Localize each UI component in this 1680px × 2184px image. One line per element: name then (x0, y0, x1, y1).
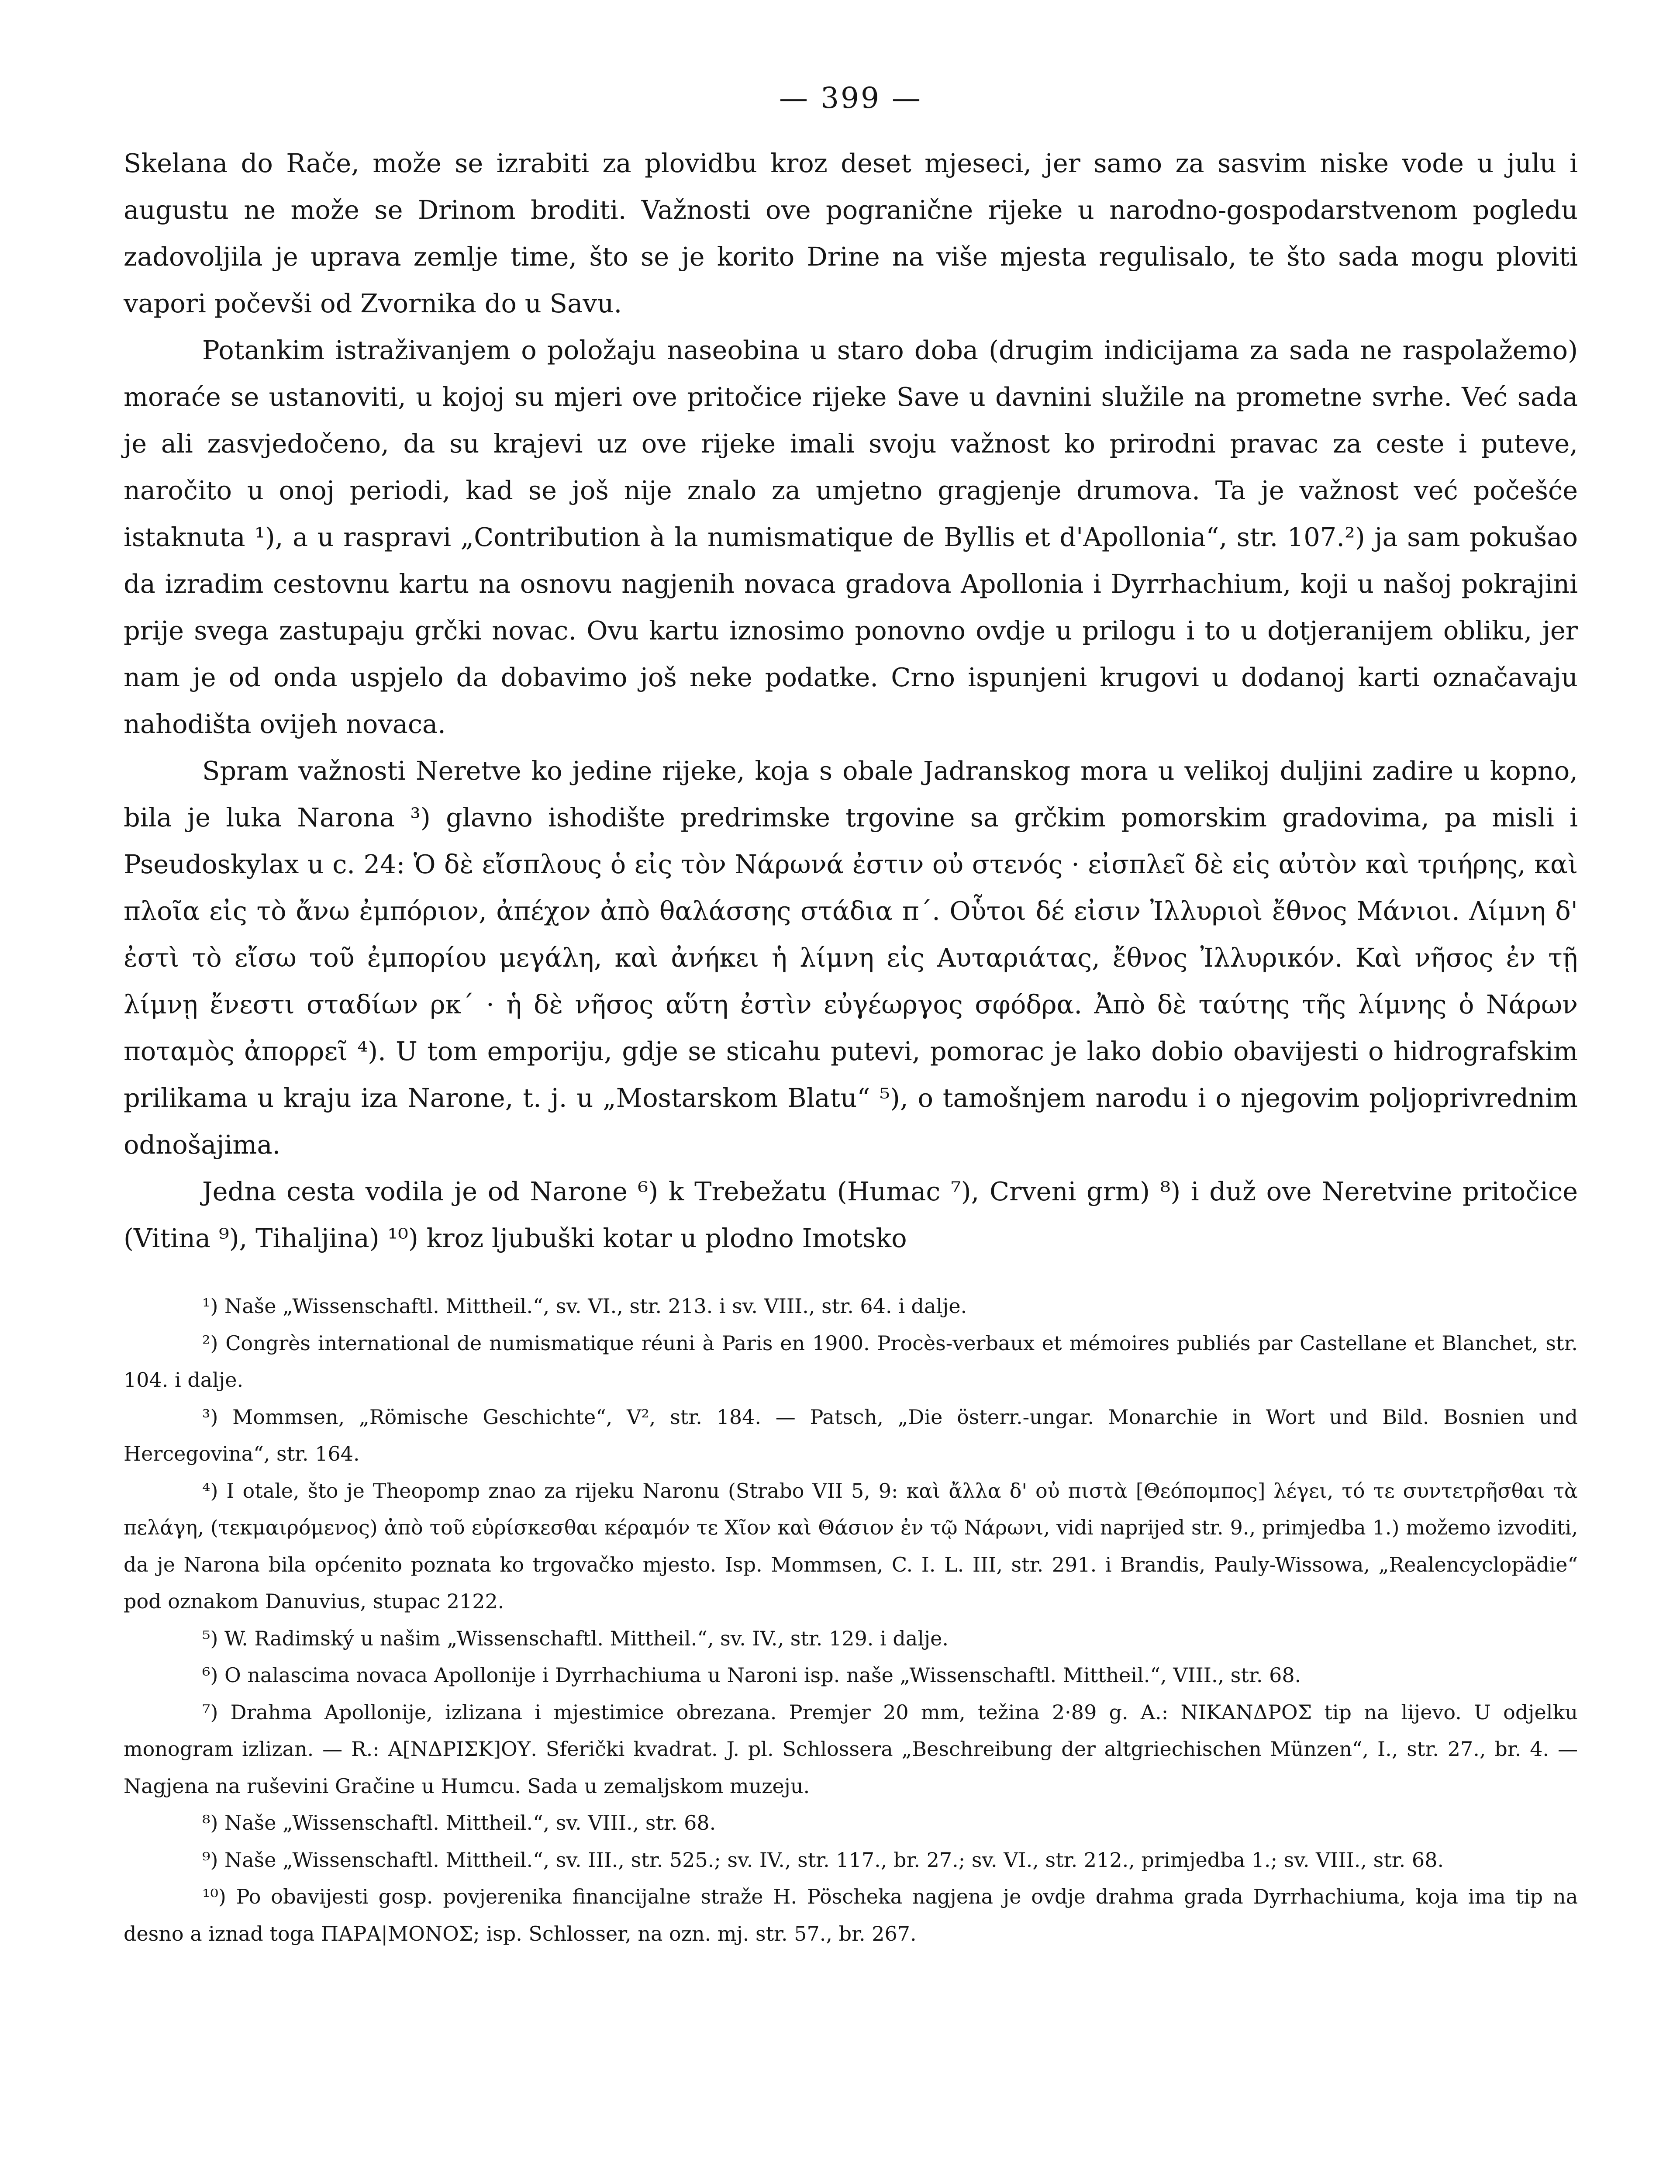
footnote-1: ¹) Naše „Wissenschaftl. Mittheil.“, sv. VI., str. 213. i sv. VIII., str. 64. i dalje. (202, 1294, 967, 1318)
paragraph-3: Spram važnosti Neretve ko jedine rijeke, koja s obale Jadranskog mora u velikoj duljini zadire u kopno, bila je luka Narona ³) glavno ishodište predrimske trgovine sa grčkim pomorskim gradovima, pa misli i Pseudoskylax u c. 24: Ὁ δὲ εἴσπλους ὁ εἰς τὸν Νάρωνά ἐστιν οὐ στενός · εἰσπλεῖ δὲ εἰς αὐτὸν καὶ τριήρης, καὶ πλοῖα εἰς τὸ ἄνω ἐμπόριον, ἀπέχον ἀπὸ θαλάσσης στάδια π΄. Οὗτοι δέ εἰσιν Ἰλλυριοὶ ἔθνος Μάνιοι. Λίμνη δ' ἐστὶ τὸ εἴσω τοῦ ἐμπορίου μεγάλη, καὶ ἀνήκει ἡ λίμνη εἰς Αυταριάτας, ἔθνος Ἰλλυρικόν. Καὶ νῆσος ἐν τῇ λίμνῃ ἔνεστι σταδίων ρκ΄ · ἡ δὲ νῆσος αὕτη ἐστὶν εὐγέωργος σφόδρα. Ἀπὸ δὲ ταύτης τῆς λίμνης ὁ Νάρων ποταμὸς ἀπορρεῖ ⁴). U tom emporiju, gdje se sticahu putevi, pomorac je lako dobio obavijesti o hidrografskim prilikama u kraju iza Narone, t. j. u „Mostarskom Blatu“ ⁵), o tamošnjem narodu i o njegovim poljoprivrednim odnošajima. (124, 756, 1578, 1160)
page-number: — 399 — (779, 81, 922, 115)
footnote-3: ³) Mommsen, „Römische Geschichte“, V², str. 184. — Patsch, „Die österr.-ungar. Monarchie in Wort und Bild. Bosnien und Hercegovina“, str. 164. (124, 1405, 1578, 1465)
document-page (124, 79, 1578, 1952)
footnote-10: ¹⁰) Po obavijesti gosp. povjerenika financijalne straže H. Pöscheka nagjena je ovdje drahma grada Dyrrhachiuma, koja ima tip na desno a iznad toga ΠΑΡΑ|ΜΟΝΟΣ; isp. Schlosser, na ozn. mj. str. 57., br. 267. (124, 1885, 1578, 1946)
body-text (124, 140, 1578, 1261)
paragraph-4: Jedna cesta vodila je od Narone ⁶) k Trebežatu (Humac ⁷), Crveni grm) ⁸) i duž ove Neretvine pritočice (Vitina ⁹), Tihaljina) ¹⁰) kroz ljubuški kotar u plodno Imotsko (124, 1176, 1578, 1253)
footnote-6: ⁶) O nalascima novaca Apollonije i Dyrrhachiuma u Naroni isp. naše „Wissenschaftl. Mittheil.“, VIII., str. 68. (202, 1663, 1301, 1687)
footnote-7: ⁷) Drahma Apollonije, izlizana i mjestimice obrezana. Premjer 20 mm, težina 2·89 g. A.: ΝΙΚΑΝΔΡΟΣ tip na lijevo. U odjelku monogram izlizan. — R.: Α[ΝΔΡΙΣΚ]ΟΥ. Sferički kvadrat. J. pl. Schlossera „Beschreibung der altgriechischen Münzen“, I., str. 27., br. 4. — Nagjena na ruševini Gračine u Humcu. Sada u zemaljskom muzeju. (124, 1700, 1578, 1798)
footnote-9: ⁹) Naše „Wissenschaftl. Mittheil.“, sv. III., str. 525.; sv. IV., str. 117., br. 27.; sv. VI., str. 212., primjedba 1.; sv. VIII., str. 68. (202, 1848, 1444, 1872)
footnote-separator (124, 1261, 1578, 1279)
footnotes (124, 1288, 1578, 1952)
paragraph-1: Skelana do Rače, može se izrabiti za plovidbu kroz deset mjeseci, jer samo za sasvim niske vode u julu i augustu ne može se Drinom broditi. Važnosti ove pogranične rijeke u narodno-gospodarstvenom pogledu zadovoljila je uprava zemlje time, što se je korito Drine na više mjesta regulisalo, te što sada mogu ploviti vapori počevši od Zvornika do u Savu. (124, 148, 1578, 318)
footnote-2: ²) Congrès international de numismatique réuni à Paris en 1900. Procès-verbaux et mémoires publiés par Castellane et Blanchet, str. 104. i dalje. (124, 1331, 1578, 1392)
paragraph-2: Potankim istraživanjem o položaju naseobina u staro doba (drugim indicijama za sada ne raspolažemo) moraće se ustanoviti, u kojoj su mjeri ove pritočice rijeke Save u davnini služile na prometne svrhe. Već sada je ali zasvjedočeno, da su krajevi uz ove rijeke imali svoju važnost ko prirodni pravac za ceste i puteve, naročito u onoj periodi, kad se još nije znalo za umjetno gragjenje drumova. Ta je važnost već počešće istaknuta ¹), a u raspravi „Contribution à la numismatique de Byllis et d'Apollonia“, str. 107.²) ja sam pokušao da izradim cestovnu kartu na osnovu nagjenih novaca gradova Apollonia i Dyrrhachium, koji u našoj pokrajini prije svega zastupaju grčki novac. Ovu kartu iznosimo ponovno ovdje u prilogu i to u dotjeranijem obliku, jer nam je od onda uspjelo da dobavimo još neke podatke. Crno ispunjeni krugovi u dodanoj karti označavaju nahodišta ovijeh novaca. (124, 335, 1578, 739)
footnote-8: ⁸) Naše „Wissenschaftl. Mittheil.“, sv. VIII., str. 68. (202, 1811, 716, 1835)
footnote-5: ⁵) W. Radimský u našim „Wissenschaftl. Mittheil.“, sv. IV., str. 129. i dalje. (202, 1626, 949, 1650)
footnote-4: ⁴) I otale, što je Theopomp znao za rijeku Naronu (Strabo VII 5, 9: καὶ ἄλλα δ' οὐ πιστὰ [Θεόπομπος] λέγει, τό τε συντετρῆσθαι τὰ πελάγη, (τεκμαιρόμενος) ἀπὸ τοῦ εὑρίσκεσθαι κέραμόν τε Χῖον καὶ Θάσιον ἐν τῷ Νάρωνι, vidi naprijed str. 9., primjedba 1.) možemo izvoditi, da je Narona bila općenito poznata ko trgovačko mjesto. Isp. Mommsen, C. I. L. III, str. 291. i Brandis, Pauly-Wissowa, „Realencyclopädie“ pod oznakom Danuvius, stupac 2122. (124, 1479, 1578, 1613)
